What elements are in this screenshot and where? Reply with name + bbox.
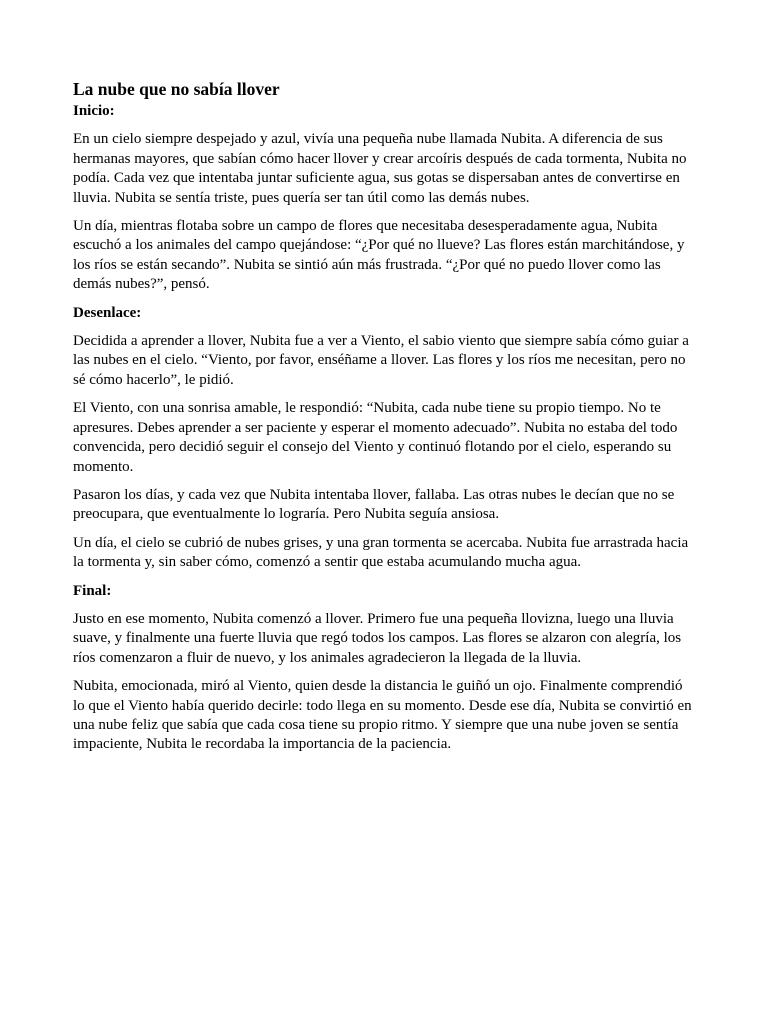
section-heading-desenlace: Desenlace: bbox=[73, 304, 142, 321]
paragraph: Nubita, emocionada, miró al Viento, quien desde la distancia le guiñó un ojo. Finalmente comprendió lo que el Viento había querido decirle: todo llega en su momento. Desde ese día, Nubita se convirtió en una nube feliz que sabía que cada cosa tiene su propio ritmo. Y siempre que una nube joven se sentía impaciente, Nubita le recordaba la importancia de la paciencia. bbox=[73, 678, 692, 753]
paragraph: Pasaron los días, y cada vez que Nubita intentaba llover, fallaba. Las otras nubes le decían que no se preocupara, que eventualmente lo lograría. Pero Nubita seguía ansiosa. bbox=[73, 486, 675, 523]
section-heading-final: Final: bbox=[73, 582, 112, 599]
paragraph: Un día, el cielo se cubrió de nubes grises, y una gran tormenta se acercaba. Nubita fue arrastrada hacia la tormenta y, sin saber cómo, comenzó a sentir que estaba acumulando mucha agua. bbox=[73, 534, 689, 571]
paragraph: Un día, mientras flotaba sobre un campo de flores que necesitaba desesperadamente agua, Nubita escuchó a los animales del campo quejándose: “¿Por qué no llueve? Las flores están marchitándose, y los ríos se están secando”. Nubita se sintió aún más frustrada. “¿Por qué no puedo llover como las demás nubes?”, pensó. bbox=[73, 218, 685, 293]
paragraph: Justo en ese momento, Nubita comenzó a llover. Primero fue una pequeña llovizna, luego una lluvia suave, y finalmente una fuerte lluvia que regó todos los campos. Las flores se alzaron con alegría, los ríos comenzaron a fluir de nuevo, y los animales agradecieron la llegada de la lluvia. bbox=[73, 610, 682, 666]
section-heading-inicio: Inicio: bbox=[73, 103, 115, 119]
paragraph: Decidida a aprender a llover, Nubita fue a ver a Viento, el sabio viento que siempre sabía cómo guiar a las nubes en el cielo. “Viento, por favor, enséñame a llover. Las flores y los ríos me necesitan, pero no sé cómo hacerlo”, le pidió. bbox=[73, 333, 689, 388]
paragraph: El Viento, con una sonrisa amable, le respondió: “Nubita, cada nube tiene su propio tiempo. No te apresures. Debes aprender a ser paciente y esperar el momento adecuado”. Nubita no estaba del todo convencida, pero decidió seguir el consejo del Viento y continuó flotando por el cielo, esperando su momento. bbox=[73, 400, 678, 475]
document-title: La nube que no sabía llover bbox=[73, 79, 280, 99]
paragraph: En un cielo siempre despejado y azul, vivía una pequeña nube llamada Nubita. A diferencia de sus hermanas mayores, que sabían cómo hacer llover y crear arcoíris después de cada tormenta, Nubita no podía. Cada vez que intentaba juntar suficiente agua, sus gotas se dispersaban antes de convertirse en lluvia. Nubita se sentía triste, pues quería ser tan útil como las demás nubes. bbox=[73, 131, 687, 206]
document-body bbox=[73, 76, 697, 764]
